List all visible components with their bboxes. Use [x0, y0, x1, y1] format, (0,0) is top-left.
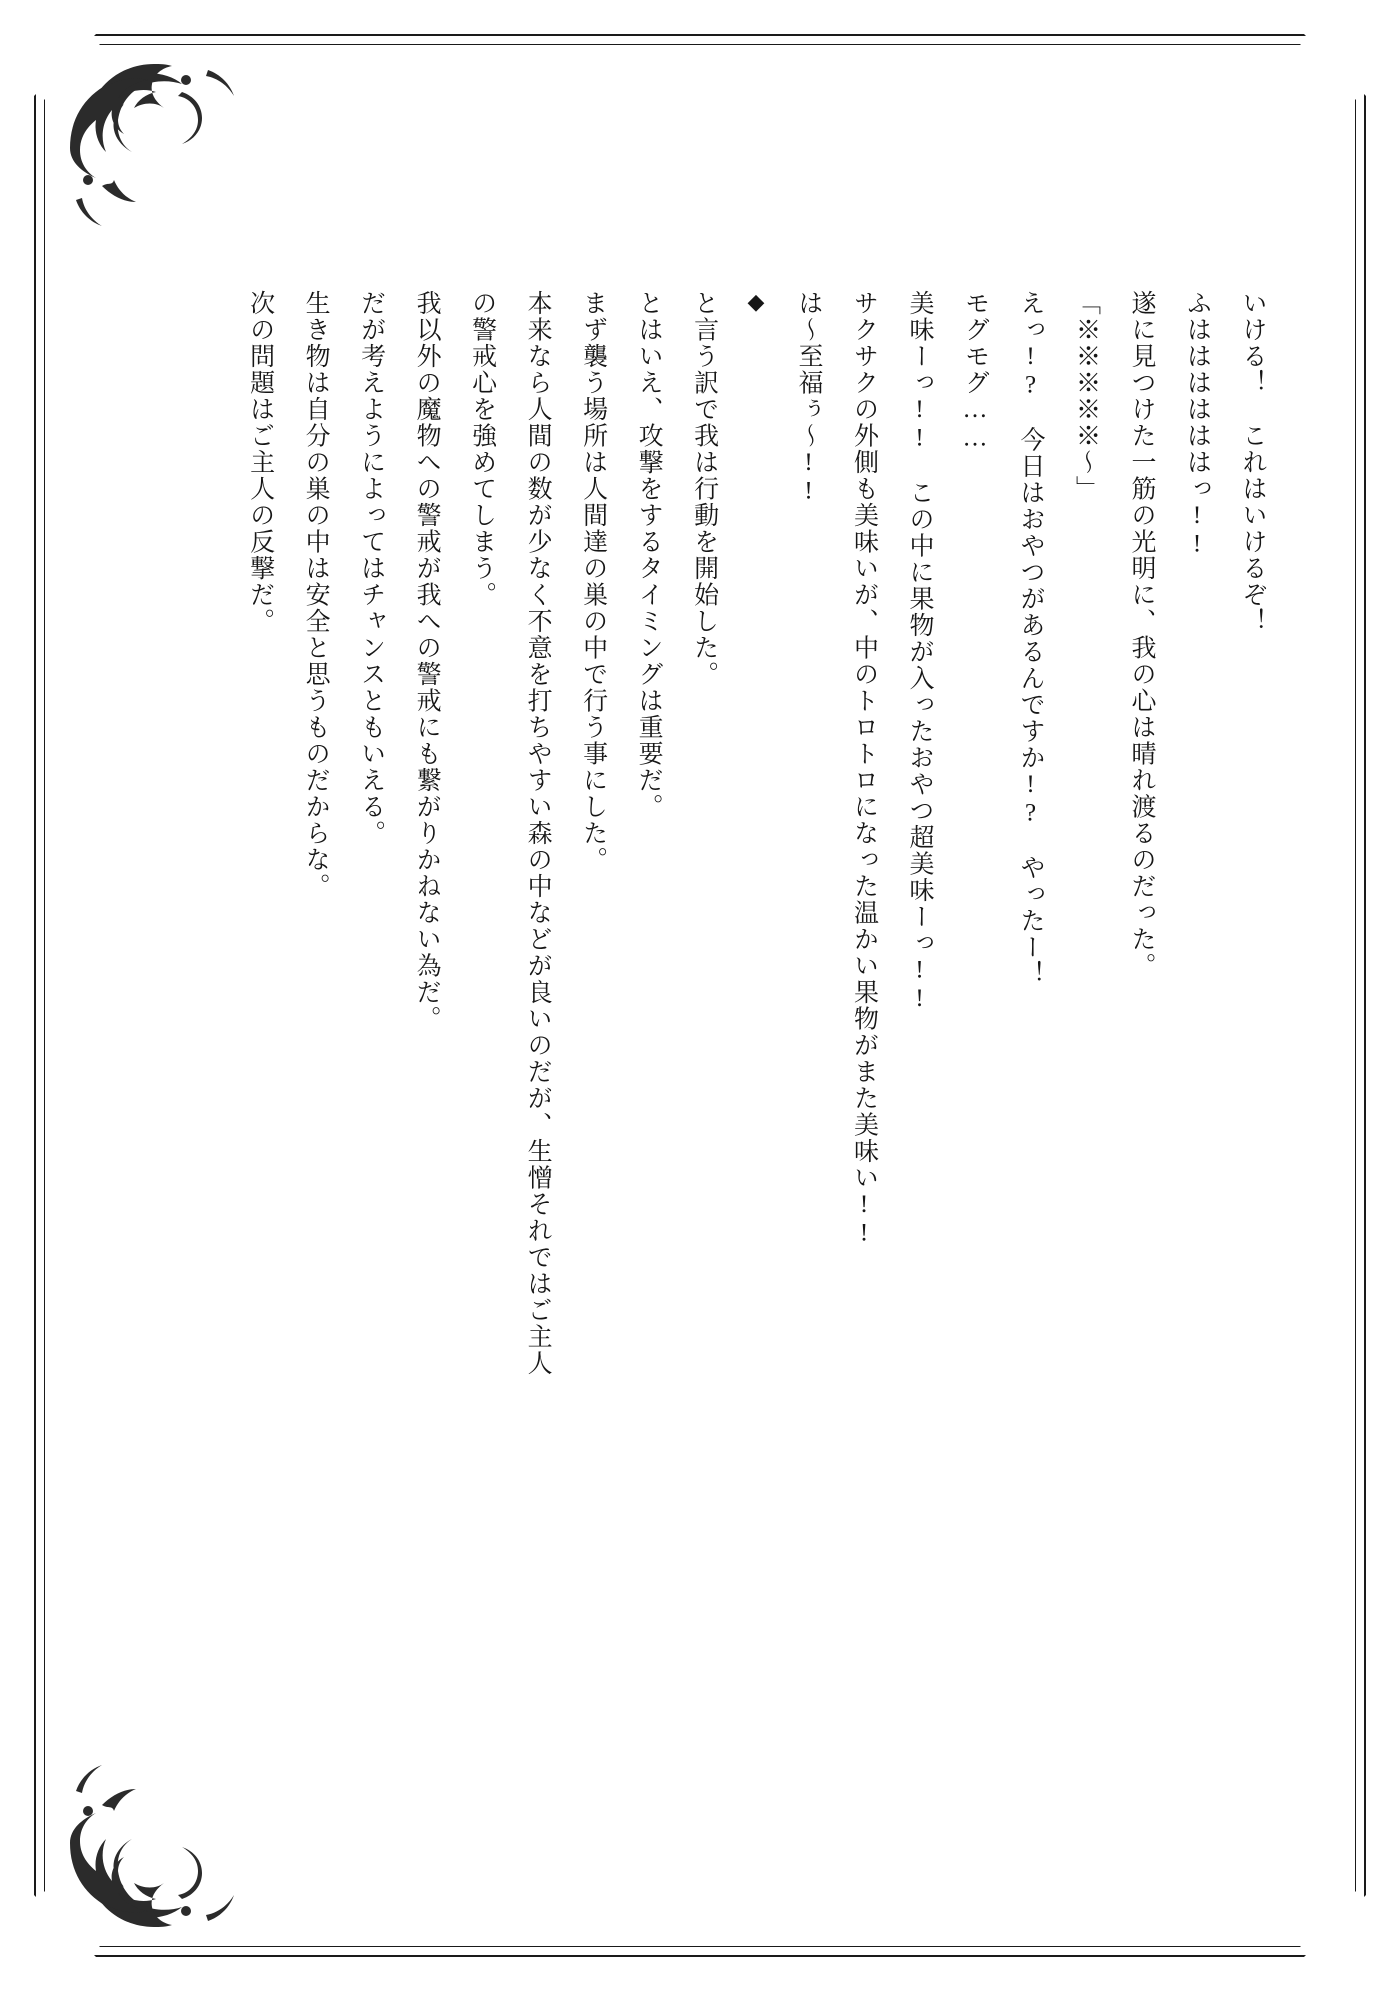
paragraph: モグモグ……: [961, 290, 989, 453]
paragraph: ふははははははっ!!: [1183, 290, 1211, 559]
paragraph: 本来なら人間の数が少なく不意を打ちやすい森の中などが良いのだが、生憎それではご主人の警戒心を強めてしまう。: [468, 290, 552, 1377]
paragraph: と言う訳で我は行動を開始した。: [690, 290, 718, 688]
paragraph: 美味ーっ!! この中に果物が入ったおやつ超美味ーっ!!: [906, 290, 933, 1014]
paragraph: 次の問題はご主人の反撃だ。: [246, 290, 274, 635]
paragraph: 遂に見つけた一筋の光明に、我の心は晴れ渡るのだった。: [1128, 290, 1155, 979]
section-divider-mark: ◆: [744, 290, 770, 315]
paragraph: 我以外の魔物への警戒が我への警戒にも繋がりかねない為だ。: [413, 290, 441, 1032]
paragraph: だが考えようによってはチャンスともいえる。: [357, 290, 385, 847]
paragraph: 生き物は自分の巣の中は安全と思うものだからな。: [302, 290, 330, 900]
paragraph: は～至福ぅ～!!: [795, 290, 822, 506]
paragraph: いける！ これはいけるぞ！: [1239, 290, 1266, 635]
paragraph: とはいえ、攻撃をするタイミングは重要だ。: [635, 290, 663, 820]
paragraph: 「※※※※※～」: [1072, 290, 1100, 502]
paragraph: サクサクの外側も美味いが、中のトロトロになった温かい果物がまた美味い!!: [850, 290, 878, 1248]
paragraph: まず襲う場所は人間達の巣の中で行う事にした。: [579, 290, 607, 873]
novel-text-block: [190, 290, 1280, 1390]
paragraph: えっ!? 今日はおやつがあるんですか!? やったー！: [1017, 290, 1044, 987]
